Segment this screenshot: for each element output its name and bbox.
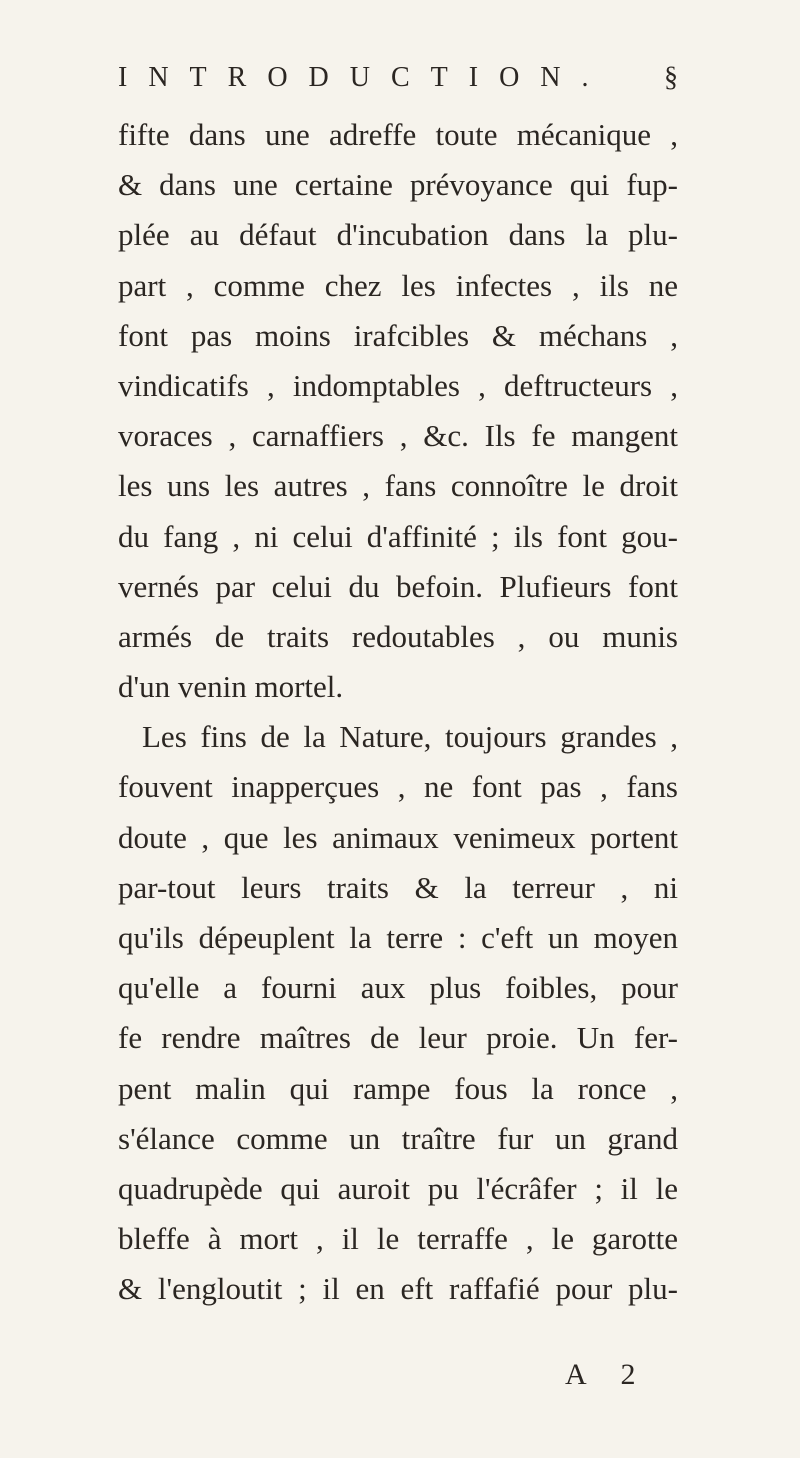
text-line: s'élance comme un traître fur un grand — [118, 1120, 678, 1156]
text-line: vernés par celui du befoin. Plufieurs font — [118, 568, 678, 604]
signature-mark: A 2 — [565, 1358, 650, 1391]
text-line: du fang , ni celui d'affinité ; ils font gou- — [118, 518, 678, 554]
text-line: armés de traits redoutables , ou munis — [118, 618, 678, 654]
text-line: les uns les autres , fans connoître le droit — [118, 468, 678, 504]
text-line: doute , que les animaux venimeux portent — [118, 819, 678, 855]
text-line: par-tout leurs traits & la terreur , ni — [118, 869, 678, 905]
text-line: quadrupède qui auroit pu l'écrâfer ; il le — [118, 1170, 678, 1206]
text-line: qu'ils dépeuplent la terre : c'eft un moyen — [118, 920, 678, 955]
section-mark: § — [664, 62, 678, 93]
text-line: fifte dans une adreffe toute mécanique , — [118, 117, 678, 152]
text-line: Les fins de la Nature, toujours grandes , — [142, 719, 678, 755]
text-line: plée au défaut d'incubation dans la plu- — [118, 217, 678, 253]
text-line: bleffe à mort , il le terraffe , le garotte — [118, 1221, 678, 1257]
text-line: & l'engloutit ; il en eft raffafié pour plu- — [118, 1271, 678, 1307]
text-line: d'un venin mortel. — [118, 669, 344, 705]
text-line: voraces , carnaffiers , &c. Ils fe mangent — [118, 418, 678, 454]
text-line: fe rendre maîtres de leur proie. Un fer- — [118, 1020, 678, 1056]
body-text — [118, 110, 678, 1315]
text-line: part , comme chez les infectes , ils ne — [118, 267, 678, 303]
text-line: & dans une certaine prévoyance qui fup- — [118, 167, 678, 203]
text-line: qu'elle a fourni aux plus foibles, pour — [118, 970, 678, 1006]
text-line: vindicatifs , indomptables , deftructeurs , — [118, 367, 678, 403]
text-line: font pas moins irafcibles & méchans , — [118, 317, 678, 353]
running-header: INTRODUCTION. — [118, 62, 610, 93]
text-line: pent malin qui rampe fous la ronce , — [118, 1070, 678, 1106]
text-line: fouvent inapperçues , ne font pas , fans — [118, 769, 678, 805]
